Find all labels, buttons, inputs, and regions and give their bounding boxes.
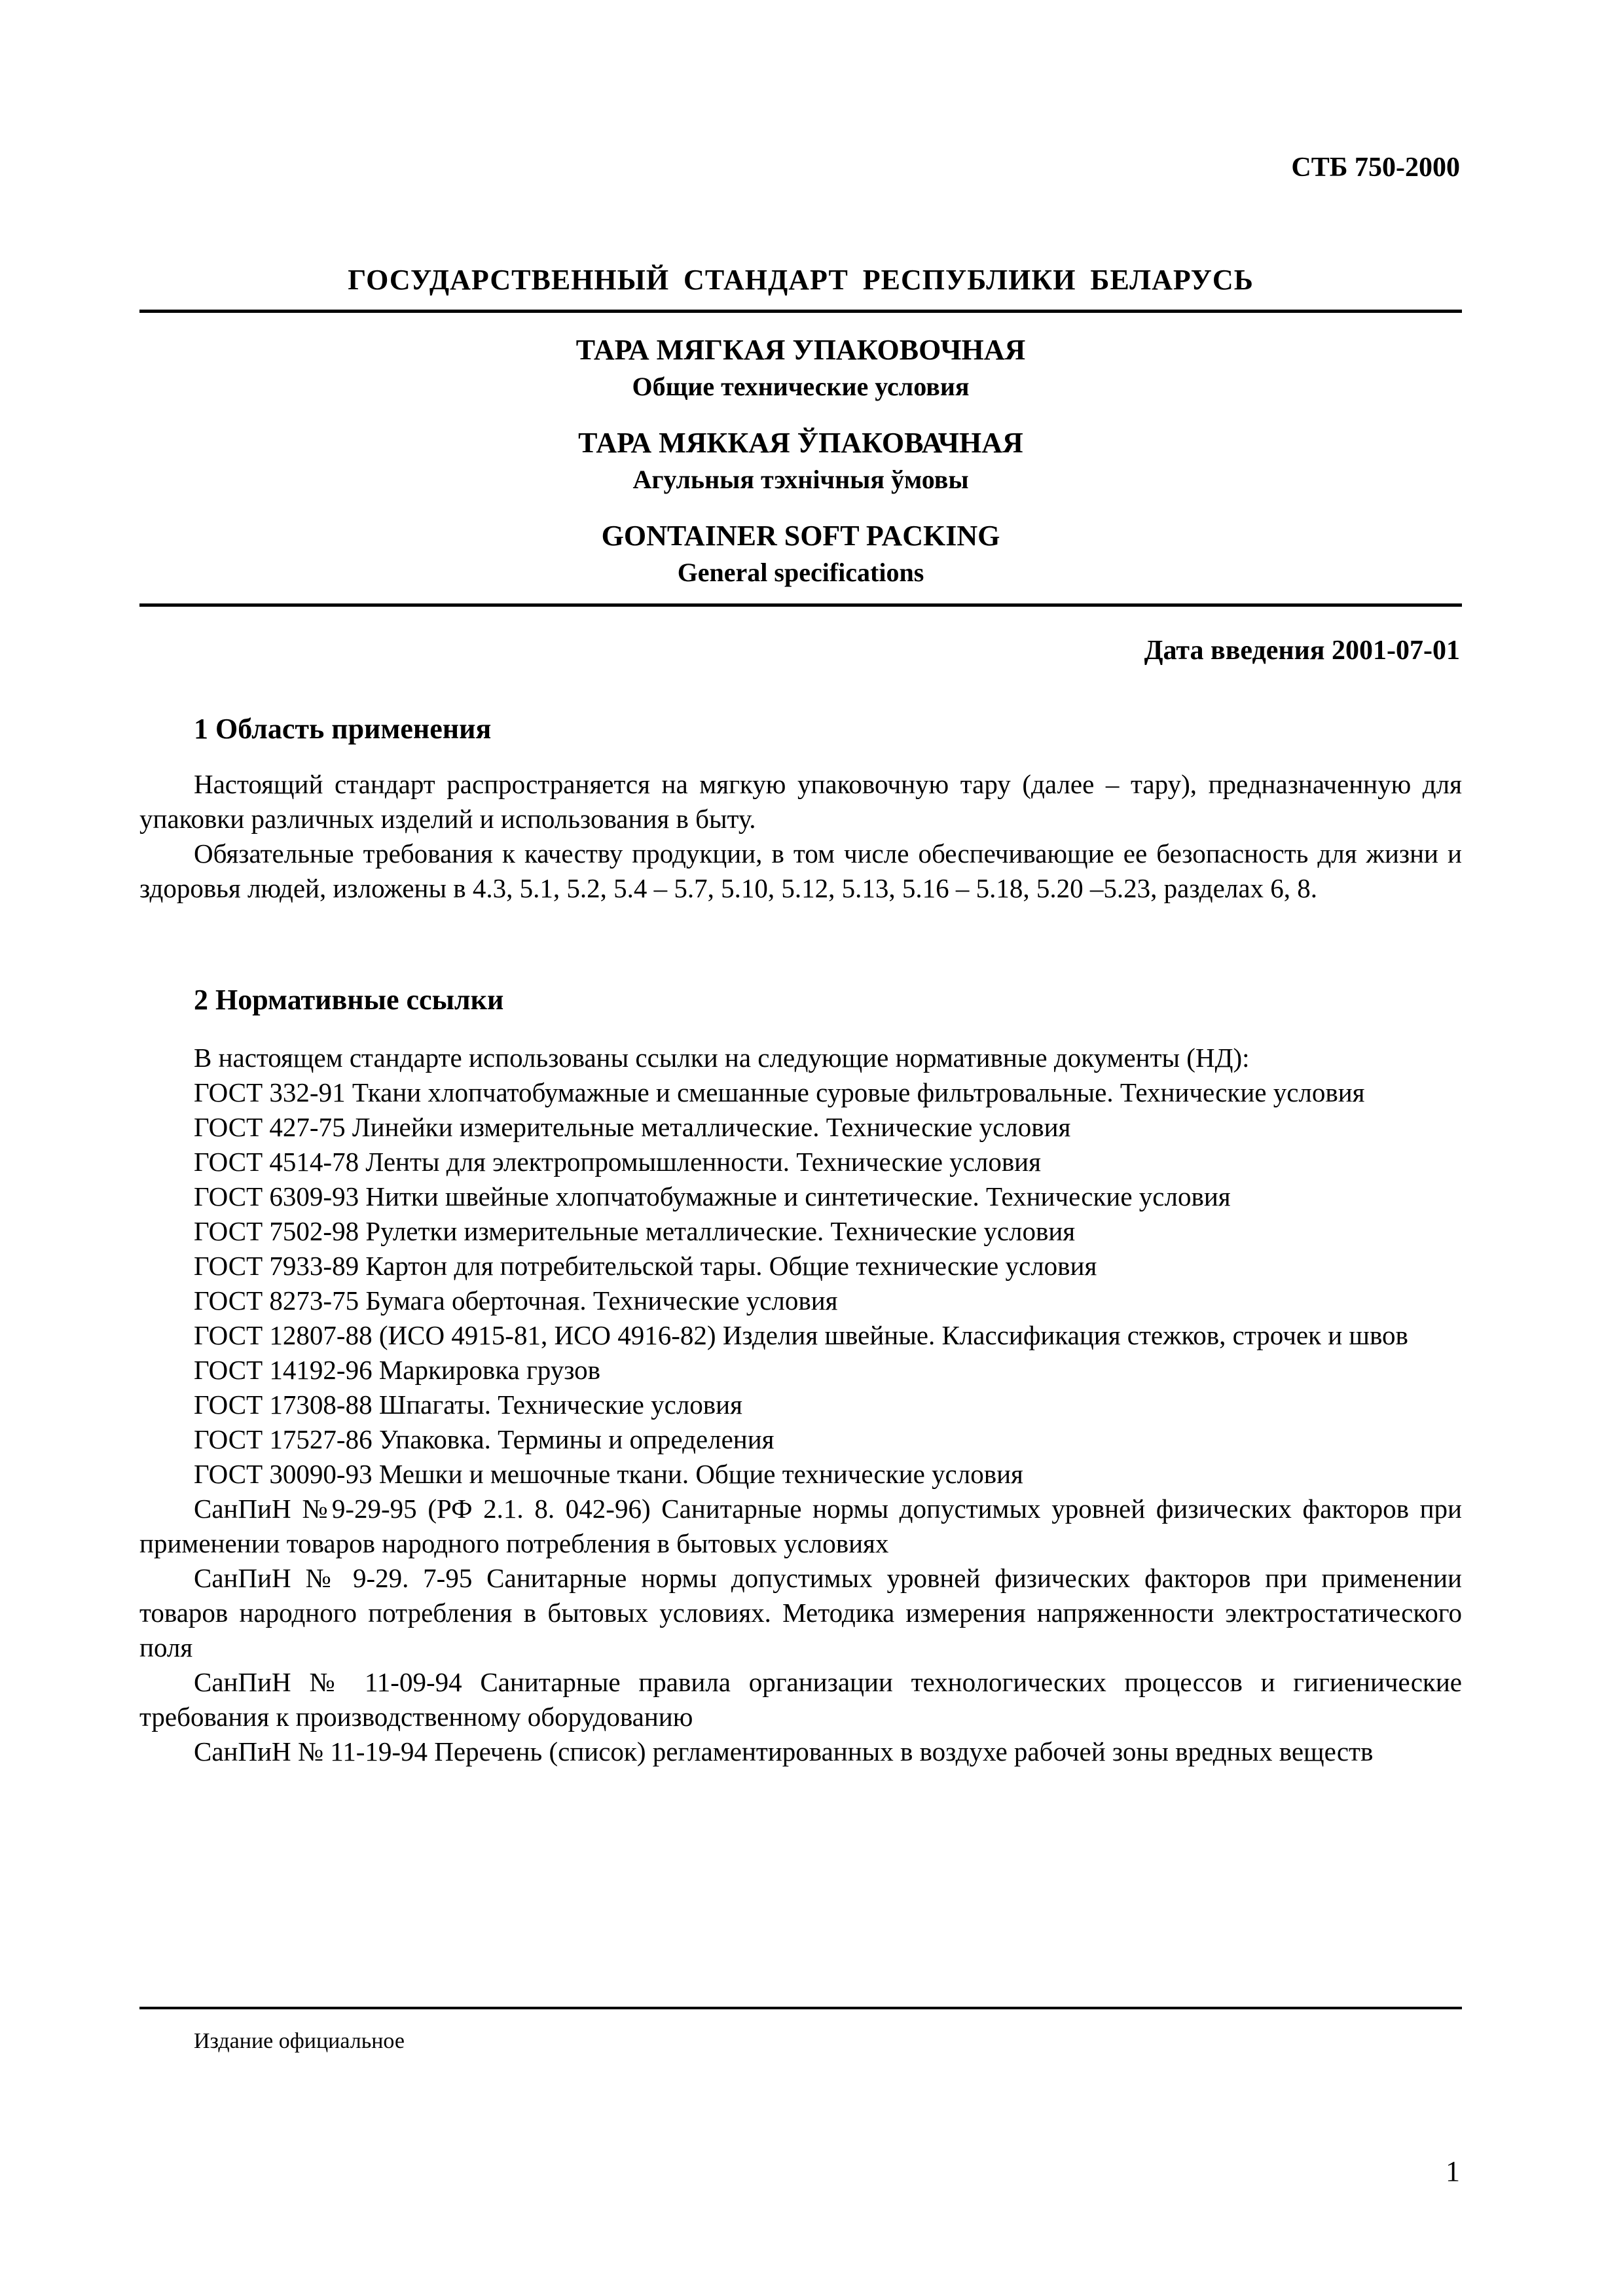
standard-title: ГОСУДАРСТВЕННЫЙ СТАНДАРТ РЕСПУБЛИКИ БЕЛАРУСЬ: [348, 264, 1254, 296]
reference-item: ГОСТ 30090-93 Мешки и мешочные ткани. Общие технические условия: [194, 1459, 1023, 1489]
references-intro: В настоящем стандарте использованы ссылки на следующие нормативные документы (НД):: [194, 1043, 1250, 1073]
reference-item: СанПиН № 11-09-94 Санитарные правила организации технологических процессов и гигиенические требования к производственному оборудованию: [139, 1667, 1462, 1732]
reference-item: ГОСТ 14192-96 Маркировка грузов: [194, 1355, 601, 1385]
subtitle-ru: Общие технические условия: [632, 372, 970, 401]
reference-item: ГОСТ 12807-88 (ИСО 4915-81, ИСО 4916-82) Изделия швейные. Классификация стежков, строчек и швов: [194, 1320, 1408, 1350]
footer-divider: [139, 2007, 1462, 2009]
subtitle-by: Агульныя тэхнічныя ўмовы: [632, 465, 969, 494]
title-divider: [139, 310, 1462, 313]
section-1-paragraph: Обязательные требования к качеству продукции, в том числе обеспечивающие ее безопасность для жизни и здоровья людей, изложены в 4.3, 5.1, 5.2, 5.4 – 5.7, 5.10, 5.12, 5.13, 5.16 – 5.18, 5.20 –5.23, разделах 6, 8.: [139, 838, 1462, 903]
reference-item: ГОСТ 17527-86 Упаковка. Термины и определения: [194, 1424, 775, 1454]
standard-names: [139, 331, 1462, 590]
section-1-body: [139, 767, 1462, 906]
section-2-heading: 2 Нормативные ссылки: [194, 984, 504, 1016]
section-1-heading: 1 Область применения: [194, 713, 492, 745]
reference-item: ГОСТ 17308-88 Шпагаты. Технические условия: [194, 1390, 742, 1420]
official-edition-note: Издание официальное: [194, 2029, 405, 2053]
section-2-body: [139, 1041, 1462, 1769]
page-number: 1: [1446, 2155, 1460, 2187]
names-divider: [139, 603, 1462, 607]
introduction-date: Дата введения 2001-07-01: [1144, 636, 1460, 666]
reference-item: ГОСТ 7933-89 Картон для потребительской тары. Общие технические условия: [194, 1251, 1097, 1281]
reference-item: СанПиН №9-29-95 (РФ 2.1. 8. 042-96) Санитарные нормы допустимых уровней физических факторов при применении товаров народного потребления в бытовых условиях: [139, 1494, 1462, 1558]
reference-item: ГОСТ 7502-98 Рулетки измерительные металлические. Технические условия: [194, 1216, 1076, 1246]
reference-item: ГОСТ 8273-75 Бумага оберточная. Технические условия: [194, 1285, 838, 1316]
reference-item: ГОСТ 6309-93 Нитки швейные хлопчатобумажные и синтетические. Технические условия: [194, 1181, 1231, 1211]
name-ru: ТАРА МЯГКАЯ УПАКОВОЧНАЯ: [575, 334, 1026, 366]
subtitle-en: General specifications: [677, 558, 924, 587]
name-by: ТАРА МЯККАЯ ЎПАКОВАЧНАЯ: [578, 427, 1023, 459]
document-code: СТБ 750-2000: [1291, 152, 1460, 183]
reference-item: ГОСТ 427-75 Линейки измерительные металлические. Технические условия: [194, 1112, 1071, 1142]
section-1-paragraph: Настоящий стандарт распространяется на мягкую упаковочную тару (далее – тару), предназначенную для упаковки различных изделий и использования в быту.: [139, 769, 1462, 834]
name-en: GONTAINER SOFT PACKING: [601, 520, 1000, 552]
reference-item: ГОСТ 332-91 Ткани хлопчатобумажные и смешанные суровые фильтровальные. Технические условия: [194, 1077, 1365, 1107]
reference-item: ГОСТ 4514-78 Ленты для электропромышленности. Технические условия: [194, 1147, 1041, 1177]
reference-item: СанПиН № 11-19-94 Перечень (список) регламентированных в воздухе рабочей зоны вредных веществ: [194, 1736, 1374, 1767]
reference-item: СанПиН № 9-29. 7-95 Санитарные нормы допустимых уровней физических факторов при применении товаров народного потребления в бытовых условиях. Методика измерения напряженности электростатического поля: [139, 1563, 1462, 1662]
